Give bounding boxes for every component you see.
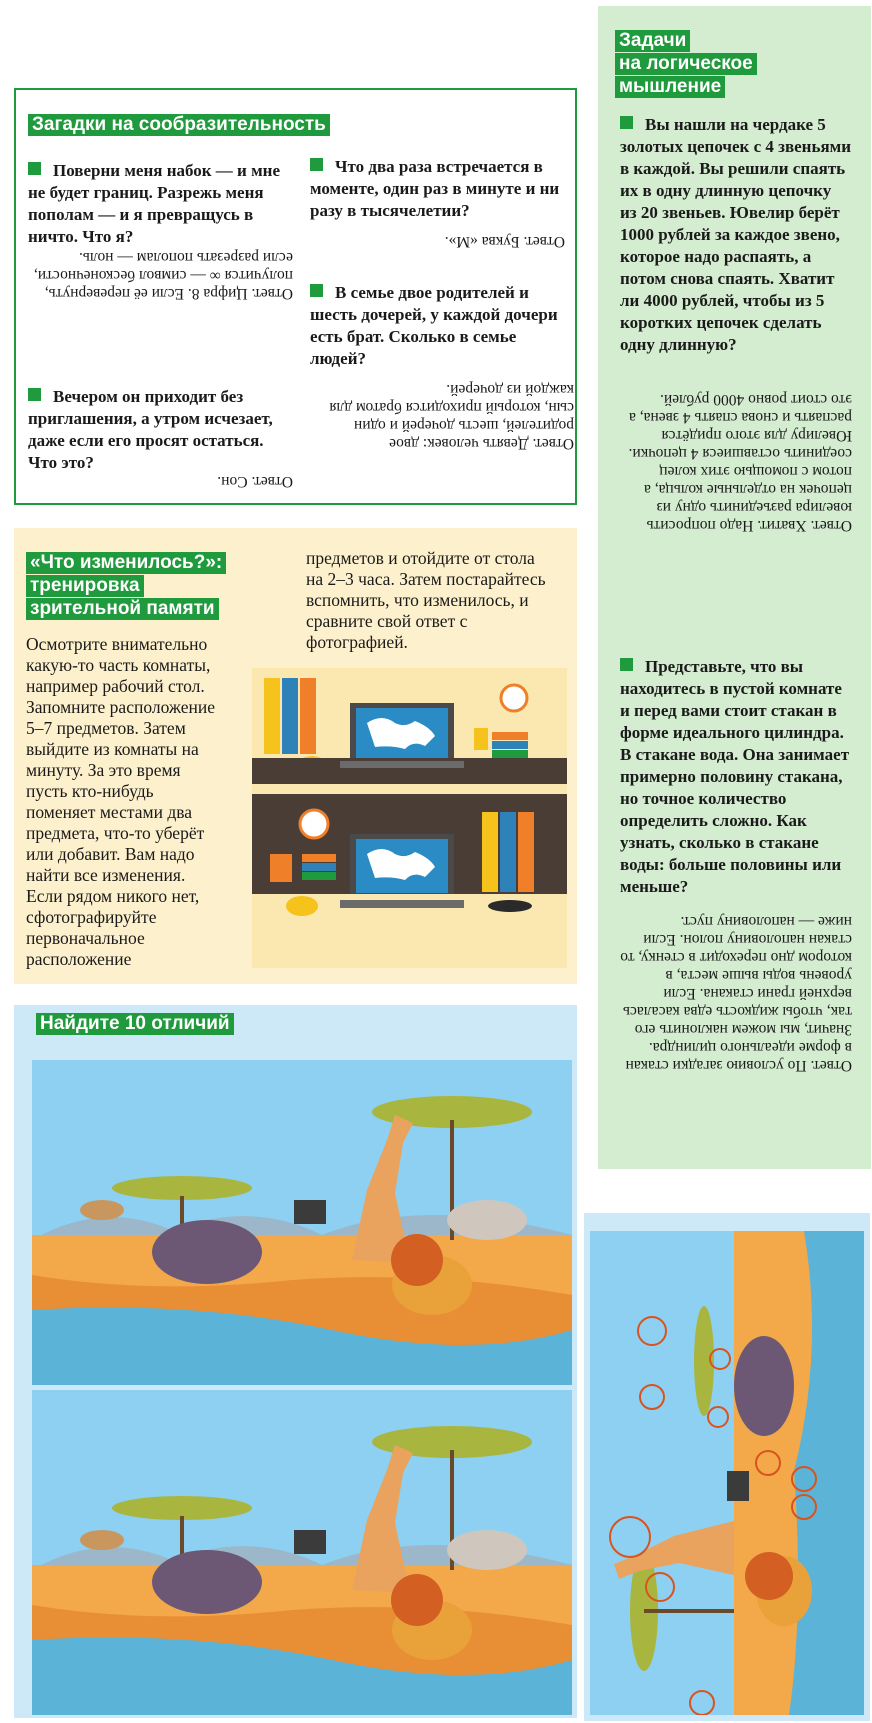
bullet-icon [28,388,41,401]
riddle-question: Что два раза встречается в моменте, один раз в минуте и ни разу в тысячелетии? [310,157,560,220]
savanna-scene-2 [32,1390,572,1715]
riddle-answer-upside-down: Ответ. Буква «М». [444,233,565,250]
logic-question: Вы нашли на чердаке 5 золотых цепочек с 4 звеньями в каждой. Вы решили спаять их в одну длинную цепочку из 20 звеньев. Ювелир берёт 1000 рублей за каждое звено, которое надо распаять, а потом снова спаять. Хватит ли 4000 рублей, чтобы из 5 коротких цепочек сделать одну длинную? [620,115,852,354]
differences-title: Найдите 10 отличий [36,1013,234,1035]
riddle-question: В семье двое родителей и шесть дочерей, у каждой дочери есть брат. Сколько в семье людей? [310,283,558,368]
logic-answer-upside-down: Ответ. Хватит. Надо попросить ювелира разъединить одну из цепочек на отдельные кольца, а потом с помощью этих колец соединить оставшиеся 4 цепочки. Ювелиру для этого придётся распаять и снова спаять 4 звена, а это стоит ровно 4000 рублей. [628,391,852,534]
riddle-1 [28,160,288,248]
memory-title: «Что изменилось?»: тренировка зрительной памяти [26,552,226,621]
logic-question: Представьте, что вы находитесь в пустой комнате и перед вами стоит стакан в форме идеального цилиндра. В стакане вода. Она занимает примерно половину стакана, но точное количество определить сложно. Как узнать, сколько в стакане воды: больше половины или меньше? [620,657,850,896]
riddle-1-answer [28,248,293,302]
desk-after-illustration [252,794,567,930]
logic-task-1-answer [620,390,852,534]
find-differences-section [14,1005,577,1718]
riddle-answer-upside-down: Ответ. Сон. [217,473,293,490]
bullet-icon [310,158,323,171]
riddle-4 [310,282,570,370]
bullet-icon [28,162,41,175]
riddle-3-answer [310,232,565,250]
riddle-question: Поверни меня набок — и мне не будет границ. Разрежь меня пополам — и я превращусь в ничто. Что я? [28,161,281,246]
riddle-3 [310,156,570,222]
bullet-icon [310,284,323,297]
logic-title: Задачи на логическое мышление [615,30,757,99]
differences-answer-panel [584,1213,870,1721]
riddles-section [14,88,577,505]
logic-task-2 [620,656,852,898]
memory-text-left: Осмотрите внимательно какую-то часть комнаты, например рабочий стол. Запомните расположение 5–7 предметов. Затем выйдите из комнаты на минуту. За это время пусть кто-нибудь поменяет местами два предмета, что-то уберёт или добавит. Вам надо найти все изменения. Если рядом никого нет, сфотографируйте первоначальное расположение [26,634,216,969]
logic-tasks-sidebar [598,6,871,1169]
savanna-answer-scene [590,1231,864,1715]
riddle-question: Вечером он приходит без приглашения, а утром исчезает, даже если его просят остаться. Что это? [28,387,273,472]
desk-illustration [252,668,567,968]
riddle-answer-upside-down: Ответ. Девять человек: двое родителей, шесть дочерей и один сын, который приходится братом для каждой из дочерей. [329,381,574,452]
riddle-answer-upside-down: Ответ. Цифра 8. Если её перевернуть, получится ∞ — символ бесконечности, если разрезать пополам — ноль. [33,249,293,302]
savanna-scene-1 [32,1060,572,1385]
memory-section [14,528,577,984]
riddle-2 [28,386,288,474]
logic-answer-upside-down: Ответ. По условию загадки стакан в форме идеального цилиндра. Значит, мы можем наклонить его так, чтобы жидкость едва касалась верхней грани стакана. Если уровень воды выше места, в котором дно переходит в стенку, то стакан наполовину полон. Если ниже — наполовину пуст. [620,913,852,1074]
bullet-icon [620,658,633,671]
riddle-2-answer [28,472,293,490]
riddles-title: Загадки на сообразительность [28,114,330,136]
logic-task-1 [620,114,852,356]
bullet-icon [620,116,633,129]
riddle-4-answer [324,380,574,452]
logic-task-2-answer [620,912,852,1074]
memory-text-right: предметов и отойдите от стола на 2–3 часа. Затем постарайтесь вспомнить, что изменилось, и сравните свой ответ с фотографией. [306,548,546,652]
